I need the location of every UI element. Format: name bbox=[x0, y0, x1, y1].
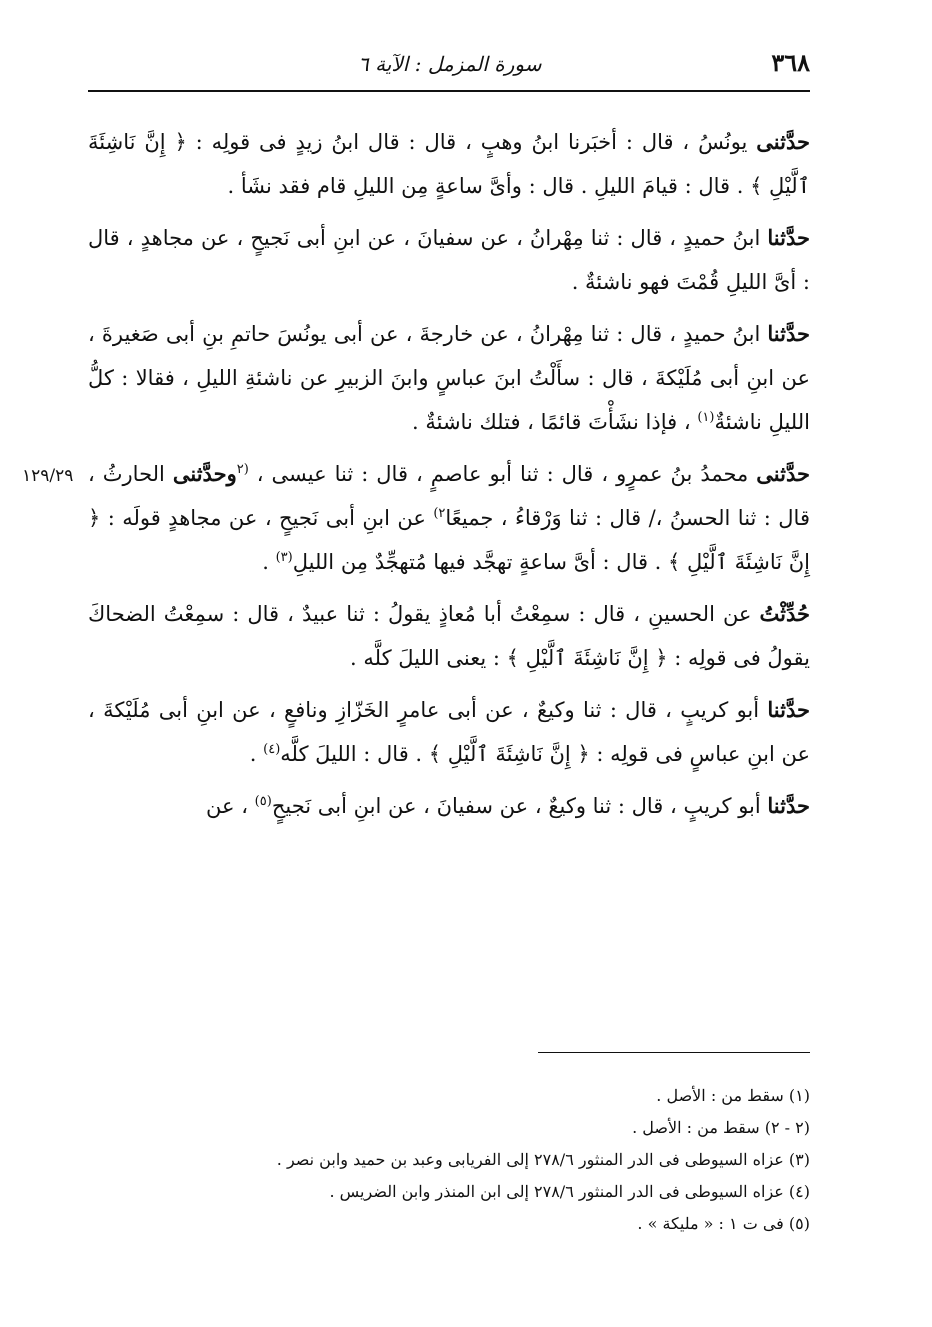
footnote-2: (٢ - ٢) سقط من : الأصل . bbox=[632, 1118, 810, 1137]
paragraph-text: محمدُ بنُ عمرٍو ، قال : ثنا أبو عاصمٍ ، قال : ثنا عيسى ، bbox=[248, 462, 757, 486]
paragraph-7 bbox=[88, 784, 810, 828]
footnote-reference[interactable]: (٤) bbox=[263, 742, 281, 757]
running-title: سورة المزمل : الآية ٦ bbox=[358, 52, 542, 76]
margin-page-reference: ١٢٩/٢٩ bbox=[22, 466, 74, 486]
paragraph-lead-word: حدَّثنا bbox=[767, 225, 810, 250]
paragraph-text: ابنُ حميدٍ ، قال : ثنا مِهْرانُ ، عن خارجةَ ، عن أبى يونُسَ حاتمِ بنِ أبى صَغيرةَ ، عن ابنِ أبى مُلَيْكةَ ، قال : سأَلْتُ ابنَ عباسٍ وابنَ الزبيرِ عن ناشئةِ الليلِ ، فقالا : كلُّ الليلِ ناشئةٌ bbox=[88, 322, 810, 434]
footnote-4: (٤) عزاه السيوطى فى الدر المنثور ٢٧٨/٦ إلى ابن المنذر وابن الضريس . bbox=[329, 1182, 810, 1201]
paragraph-2 bbox=[88, 216, 810, 304]
paragraph-text: أبو كريبٍ ، قال : ثنا وكيعٌ ، عن سفيانَ ، عن ابنِ أبى نَجيحٍ bbox=[271, 794, 768, 818]
body-text bbox=[88, 120, 810, 836]
paragraph-lead-word: حدَّثنى bbox=[756, 461, 810, 486]
paragraph-text: ابنُ حميدٍ ، قال : ثنا مِهْرانُ ، عن سفيانَ ، عن ابنِ أبى نَجيحٍ ، عن مجاهدٍ ، قال : أىَّ الليلِ قُمْتَ فهو ناشئةٌ . bbox=[88, 226, 810, 294]
paragraph-text-continued: ، فإذا نشَأْتَ قائمًا ، فتلك ناشئةٌ . bbox=[412, 410, 698, 434]
paragraph-3 bbox=[88, 312, 810, 444]
page-number: ٣٦٨ bbox=[771, 48, 810, 77]
paragraph-text-continued: عن ابنِ أبى نَجيحٍ ، عن مجاهدٍ قولَه : ﴿ إِنَّ نَاشِئَةَ ٱلَّيْلِ ﴾ . قال : أىَّ ساعةٍ تهجَّد فيها مُتهجِّدٌ مِن الليلِ bbox=[88, 506, 810, 574]
paragraph-4 bbox=[88, 452, 810, 584]
paragraph-5 bbox=[88, 592, 810, 680]
paragraph-lead-word: حدَّثنا bbox=[767, 793, 810, 818]
page-header bbox=[88, 44, 810, 90]
paragraph-lead-word: حُدِّثْتُ bbox=[759, 601, 810, 626]
footnote-reference[interactable]: (٥) bbox=[254, 794, 272, 809]
paragraph-lead-word: حدَّثنى bbox=[756, 129, 810, 154]
paragraph-text-continued: الحارثُ ، قال : ثنا الحسنُ ،/ قال : ثنا وَرْقاءُ ، جميعًا bbox=[88, 462, 810, 530]
paragraph-second-lead-word: وحدَّثنى bbox=[172, 461, 237, 486]
footnote-reference[interactable]: (١) bbox=[697, 410, 715, 425]
footnote-reference[interactable]: ٢) bbox=[433, 506, 446, 521]
paragraph-lead-word: حدَّثنا bbox=[767, 321, 810, 346]
paragraph-lead-word: حدَّثنا bbox=[767, 697, 810, 722]
paragraph-text: يونُسُ ، قال : أخبَرنا ابنُ وهبٍ ، قال : قال ابنُ زيدٍ فى قولِه : ﴿ إِنَّ نَاشِئَةَ ٱلَّيْلِ ﴾ . قال : قيامَ الليلِ . قال : وأىَّ ساعةٍ مِن الليلِ قام فقد نشَأ . bbox=[88, 130, 810, 198]
paragraph-6 bbox=[88, 688, 810, 776]
footnote-5: (٥) فى ت ١ : « مليكة » . bbox=[637, 1214, 810, 1233]
footnotes bbox=[88, 1080, 810, 1240]
header-divider bbox=[88, 90, 810, 92]
paragraph-text-continued: . bbox=[249, 742, 264, 766]
page bbox=[22, 0, 810, 1327]
paragraph-text: أبو كريبٍ ، قال : ثنا وكيعٌ ، عن أبى عامرٍ الخَزّازِ ونافعٍ ، عن ابنِ أبى مُلَيْكةَ ، عن ابنِ عباسٍ فى قولِه : ﴿ إِنَّ نَاشِئَةَ ٱلَّيْلِ ﴾ . قال : الليلَ كلَّه bbox=[88, 698, 810, 766]
footnote-3: (٣) عزاه السيوطى فى الدر المنثور ٢٧٨/٦ إلى الفريابى وعبد بن حميد وابن نصر . bbox=[276, 1150, 810, 1169]
footnote-reference[interactable]: (٣) bbox=[275, 550, 293, 565]
footnote-1: (١) سقط من : الأصل . bbox=[656, 1086, 810, 1105]
paragraph-text-continued: . bbox=[262, 550, 276, 574]
footnote-divider bbox=[538, 1052, 810, 1053]
paragraph-1 bbox=[88, 120, 810, 208]
paragraph-text: عن الحسينِ ، قال : سمِعْتُ أبا مُعاذٍ يقولُ : ثنا عبيدٌ ، قال : سمِعْتُ الضحاكَ يقولُ فى قولِه : ﴿ إِنَّ نَاشِئَةَ ٱلَّيْلِ ﴾ : يعنى الليلَ كلَّه . bbox=[88, 602, 810, 670]
paragraph-text-continued: ، عن bbox=[206, 794, 255, 818]
footnote-reference[interactable]: (٢ bbox=[236, 462, 249, 477]
